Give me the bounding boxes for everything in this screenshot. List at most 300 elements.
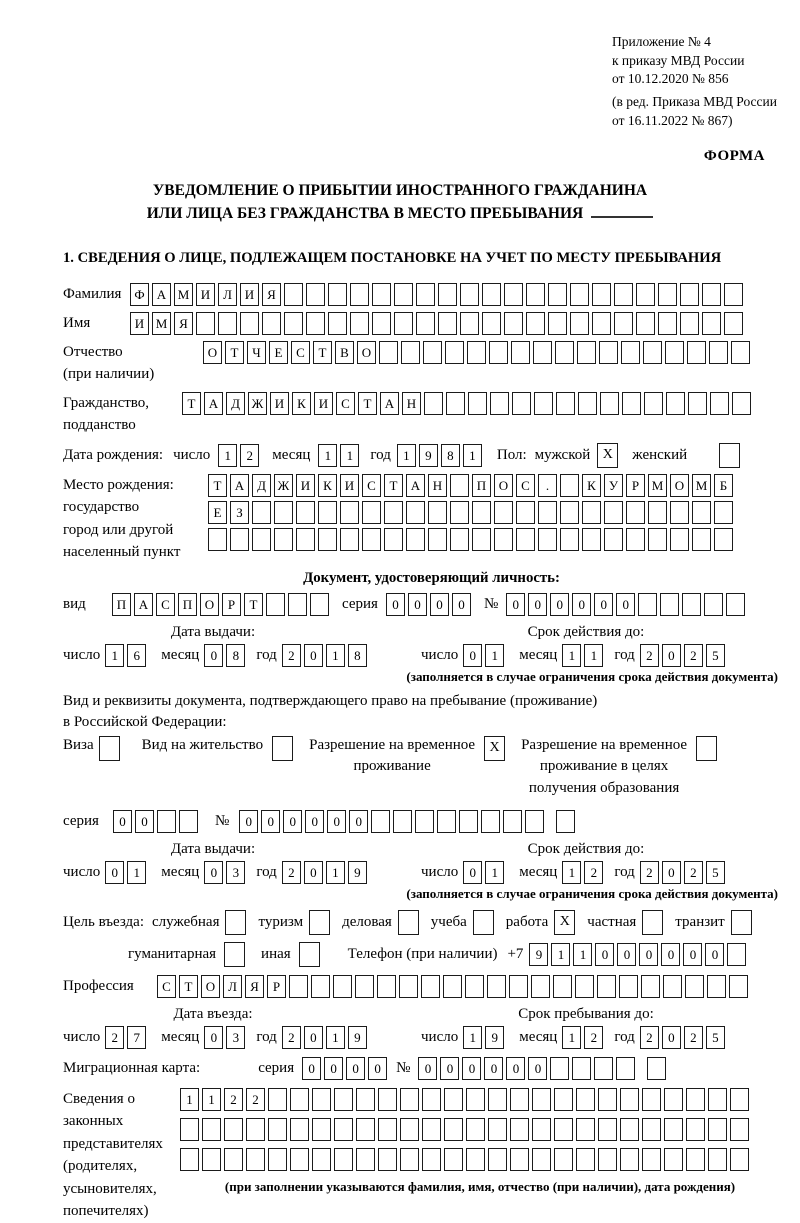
char-cell[interactable]: 0: [617, 943, 636, 966]
char-cell[interactable]: [350, 283, 369, 306]
char-cell[interactable]: П: [112, 593, 131, 616]
char-cell[interactable]: [708, 1088, 727, 1111]
char-cell[interactable]: 1: [397, 444, 416, 467]
char-cell[interactable]: [437, 810, 456, 833]
char-cell[interactable]: [702, 283, 721, 306]
char-cell[interactable]: [621, 341, 640, 364]
char-cell[interactable]: 0: [661, 943, 680, 966]
char-cell[interactable]: [487, 975, 506, 998]
char-cell[interactable]: И: [240, 283, 259, 306]
char-cell[interactable]: [598, 1088, 617, 1111]
char-cell[interactable]: [423, 341, 442, 364]
char-cell[interactable]: 1: [318, 444, 337, 467]
char-cell[interactable]: 1: [463, 444, 482, 467]
char-cell[interactable]: [494, 528, 513, 551]
char-cell[interactable]: [560, 528, 579, 551]
char-cell[interactable]: [648, 528, 667, 551]
char-cell[interactable]: [692, 528, 711, 551]
char-cell[interactable]: [599, 341, 618, 364]
char-cell[interactable]: Б: [714, 474, 733, 497]
char-cell[interactable]: 0: [408, 593, 427, 616]
char-cell[interactable]: 3: [226, 1026, 245, 1049]
char-cell[interactable]: 0: [346, 1057, 365, 1080]
char-cell[interactable]: Ф: [130, 283, 149, 306]
purpose-other-checkbox[interactable]: [299, 942, 320, 967]
char-cell[interactable]: 8: [348, 644, 367, 667]
purpose-business-checkbox[interactable]: [398, 910, 419, 935]
char-cell[interactable]: [714, 528, 733, 551]
char-cell[interactable]: 8: [226, 644, 245, 667]
char-cell[interactable]: 7: [127, 1026, 146, 1049]
char-cell[interactable]: [371, 810, 390, 833]
char-cell[interactable]: [393, 810, 412, 833]
visa-checkbox[interactable]: [99, 736, 120, 761]
char-cell[interactable]: [401, 341, 420, 364]
char-cell[interactable]: [709, 341, 728, 364]
char-cell[interactable]: 0: [662, 1026, 681, 1049]
char-cell[interactable]: И: [296, 474, 315, 497]
char-cell[interactable]: 1: [202, 1088, 221, 1111]
char-cell[interactable]: [318, 501, 337, 524]
char-cell[interactable]: А: [230, 474, 249, 497]
char-cell[interactable]: [356, 1088, 375, 1111]
char-cell[interactable]: П: [472, 474, 491, 497]
char-cell[interactable]: 0: [204, 644, 223, 667]
char-cell[interactable]: [730, 1118, 749, 1141]
char-cell[interactable]: [334, 1148, 353, 1171]
char-cell[interactable]: С: [157, 975, 176, 998]
char-cell[interactable]: [379, 341, 398, 364]
char-cell[interactable]: 1: [105, 644, 124, 667]
char-cell[interactable]: [533, 341, 552, 364]
char-cell[interactable]: [268, 1148, 287, 1171]
char-cell[interactable]: [488, 1118, 507, 1141]
char-cell[interactable]: [702, 312, 721, 335]
char-cell[interactable]: [157, 810, 176, 833]
char-cell[interactable]: 0: [239, 810, 258, 833]
char-cell[interactable]: [468, 392, 487, 415]
char-cell[interactable]: [444, 1088, 463, 1111]
char-cell[interactable]: [284, 283, 303, 306]
char-cell[interactable]: [268, 1088, 287, 1111]
char-cell[interactable]: 0: [595, 943, 614, 966]
char-cell[interactable]: 0: [683, 943, 702, 966]
char-cell[interactable]: [340, 528, 359, 551]
char-cell[interactable]: 1: [340, 444, 359, 467]
char-cell[interactable]: Р: [222, 593, 241, 616]
char-cell[interactable]: И: [130, 312, 149, 335]
char-cell[interactable]: О: [494, 474, 513, 497]
char-cell[interactable]: [592, 312, 611, 335]
char-cell[interactable]: [406, 501, 425, 524]
char-cell[interactable]: Ч: [247, 341, 266, 364]
char-cell[interactable]: [340, 501, 359, 524]
char-cell[interactable]: [665, 341, 684, 364]
char-cell[interactable]: 2: [282, 1026, 301, 1049]
char-cell[interactable]: 2: [246, 1088, 265, 1111]
char-cell[interactable]: [614, 283, 633, 306]
char-cell[interactable]: [658, 283, 677, 306]
char-cell[interactable]: [290, 1118, 309, 1141]
char-cell[interactable]: 0: [462, 1057, 481, 1080]
char-cell[interactable]: 0: [304, 644, 323, 667]
char-cell[interactable]: [724, 283, 743, 306]
char-cell[interactable]: [692, 501, 711, 524]
char-cell[interactable]: Е: [269, 341, 288, 364]
char-cell[interactable]: [196, 312, 215, 335]
char-cell[interactable]: М: [692, 474, 711, 497]
char-cell[interactable]: 0: [283, 810, 302, 833]
char-cell[interactable]: [510, 1148, 529, 1171]
char-cell[interactable]: [560, 501, 579, 524]
char-cell[interactable]: [560, 474, 579, 497]
char-cell[interactable]: [687, 341, 706, 364]
char-cell[interactable]: [534, 392, 553, 415]
char-cell[interactable]: Я: [174, 312, 193, 335]
char-cell[interactable]: 0: [440, 1057, 459, 1080]
char-cell[interactable]: [614, 312, 633, 335]
char-cell[interactable]: [306, 283, 325, 306]
char-cell[interactable]: [378, 1088, 397, 1111]
char-cell[interactable]: [218, 312, 237, 335]
char-cell[interactable]: [512, 392, 531, 415]
char-cell[interactable]: А: [134, 593, 153, 616]
char-cell[interactable]: [688, 392, 707, 415]
char-cell[interactable]: С: [516, 474, 535, 497]
char-cell[interactable]: [570, 312, 589, 335]
char-cell[interactable]: [208, 528, 227, 551]
purpose-transit-checkbox[interactable]: [731, 910, 752, 935]
char-cell[interactable]: [582, 501, 601, 524]
char-cell[interactable]: [556, 810, 575, 833]
char-cell[interactable]: [246, 1118, 265, 1141]
char-cell[interactable]: 0: [305, 810, 324, 833]
char-cell[interactable]: [622, 392, 641, 415]
char-cell[interactable]: [726, 593, 745, 616]
char-cell[interactable]: [538, 501, 557, 524]
char-cell[interactable]: [685, 975, 704, 998]
char-cell[interactable]: 2: [282, 861, 301, 884]
char-cell[interactable]: [472, 528, 491, 551]
char-cell[interactable]: 1: [573, 943, 592, 966]
char-cell[interactable]: 3: [226, 861, 245, 884]
char-cell[interactable]: 5: [706, 861, 725, 884]
char-cell[interactable]: [576, 1118, 595, 1141]
char-cell[interactable]: 0: [705, 943, 724, 966]
char-cell[interactable]: 6: [127, 644, 146, 667]
char-cell[interactable]: А: [204, 392, 223, 415]
char-cell[interactable]: [504, 312, 523, 335]
purpose-study-checkbox[interactable]: [473, 910, 494, 935]
char-cell[interactable]: 2: [240, 444, 259, 467]
char-cell[interactable]: [394, 283, 413, 306]
char-cell[interactable]: [290, 1088, 309, 1111]
char-cell[interactable]: 0: [550, 593, 569, 616]
char-cell[interactable]: [670, 501, 689, 524]
char-cell[interactable]: [230, 528, 249, 551]
char-cell[interactable]: [240, 312, 259, 335]
char-cell[interactable]: [444, 1148, 463, 1171]
char-cell[interactable]: О: [201, 975, 220, 998]
char-cell[interactable]: [310, 593, 329, 616]
char-cell[interactable]: 1: [326, 644, 345, 667]
char-cell[interactable]: [526, 283, 545, 306]
char-cell[interactable]: [422, 1118, 441, 1141]
char-cell[interactable]: [372, 312, 391, 335]
char-cell[interactable]: [597, 975, 616, 998]
char-cell[interactable]: 8: [441, 444, 460, 467]
char-cell[interactable]: [648, 501, 667, 524]
char-cell[interactable]: [490, 392, 509, 415]
male-checkbox[interactable]: X: [597, 443, 618, 468]
char-cell[interactable]: [686, 1148, 705, 1171]
char-cell[interactable]: [362, 501, 381, 524]
purpose-tourism-checkbox[interactable]: [309, 910, 330, 935]
char-cell[interactable]: [620, 1118, 639, 1141]
char-cell[interactable]: Н: [402, 392, 421, 415]
char-cell[interactable]: [399, 975, 418, 998]
char-cell[interactable]: 0: [113, 810, 132, 833]
char-cell[interactable]: 0: [430, 593, 449, 616]
char-cell[interactable]: 1: [562, 861, 581, 884]
char-cell[interactable]: А: [380, 392, 399, 415]
char-cell[interactable]: [472, 501, 491, 524]
char-cell[interactable]: 1: [485, 644, 504, 667]
char-cell[interactable]: [266, 593, 285, 616]
char-cell[interactable]: [488, 1088, 507, 1111]
char-cell[interactable]: [660, 593, 679, 616]
char-cell[interactable]: [467, 341, 486, 364]
char-cell[interactable]: 2: [584, 1026, 603, 1049]
char-cell[interactable]: [378, 1118, 397, 1141]
char-cell[interactable]: [664, 1118, 683, 1141]
char-cell[interactable]: 5: [706, 1026, 725, 1049]
char-cell[interactable]: [554, 1088, 573, 1111]
char-cell[interactable]: [636, 283, 655, 306]
char-cell[interactable]: [311, 975, 330, 998]
char-cell[interactable]: [384, 528, 403, 551]
char-cell[interactable]: 1: [326, 1026, 345, 1049]
char-cell[interactable]: [730, 1148, 749, 1171]
char-cell[interactable]: 1: [463, 1026, 482, 1049]
char-cell[interactable]: [644, 392, 663, 415]
char-cell[interactable]: 9: [485, 1026, 504, 1049]
char-cell[interactable]: [450, 474, 469, 497]
char-cell[interactable]: Я: [245, 975, 264, 998]
char-cell[interactable]: 0: [204, 1026, 223, 1049]
char-cell[interactable]: Т: [313, 341, 332, 364]
char-cell[interactable]: [422, 1148, 441, 1171]
char-cell[interactable]: 0: [261, 810, 280, 833]
char-cell[interactable]: [643, 341, 662, 364]
char-cell[interactable]: [288, 593, 307, 616]
char-cell[interactable]: 0: [662, 644, 681, 667]
char-cell[interactable]: [489, 341, 508, 364]
char-cell[interactable]: [525, 810, 544, 833]
char-cell[interactable]: 0: [506, 593, 525, 616]
char-cell[interactable]: Т: [358, 392, 377, 415]
char-cell[interactable]: [526, 312, 545, 335]
char-cell[interactable]: Д: [252, 474, 271, 497]
char-cell[interactable]: Л: [223, 975, 242, 998]
char-cell[interactable]: [548, 283, 567, 306]
char-cell[interactable]: 2: [105, 1026, 124, 1049]
char-cell[interactable]: [572, 1057, 591, 1080]
char-cell[interactable]: [400, 1088, 419, 1111]
char-cell[interactable]: 1: [584, 644, 603, 667]
char-cell[interactable]: 0: [304, 1026, 323, 1049]
char-cell[interactable]: [503, 810, 522, 833]
char-cell[interactable]: [284, 312, 303, 335]
char-cell[interactable]: С: [362, 474, 381, 497]
char-cell[interactable]: [638, 593, 657, 616]
purpose-humanitarian-checkbox[interactable]: [224, 942, 245, 967]
char-cell[interactable]: [647, 1057, 666, 1080]
char-cell[interactable]: И: [196, 283, 215, 306]
char-cell[interactable]: 0: [639, 943, 658, 966]
char-cell[interactable]: О: [200, 593, 219, 616]
char-cell[interactable]: 0: [506, 1057, 525, 1080]
char-cell[interactable]: [576, 1088, 595, 1111]
char-cell[interactable]: [554, 1118, 573, 1141]
char-cell[interactable]: [333, 975, 352, 998]
char-cell[interactable]: [252, 528, 271, 551]
char-cell[interactable]: [356, 1118, 375, 1141]
char-cell[interactable]: [548, 312, 567, 335]
char-cell[interactable]: [727, 943, 746, 966]
char-cell[interactable]: 0: [484, 1057, 503, 1080]
char-cell[interactable]: Т: [182, 392, 201, 415]
char-cell[interactable]: О: [670, 474, 689, 497]
char-cell[interactable]: [350, 312, 369, 335]
char-cell[interactable]: [577, 341, 596, 364]
char-cell[interactable]: [450, 501, 469, 524]
char-cell[interactable]: [642, 1148, 661, 1171]
char-cell[interactable]: [598, 1148, 617, 1171]
char-cell[interactable]: И: [270, 392, 289, 415]
char-cell[interactable]: [642, 1088, 661, 1111]
char-cell[interactable]: З: [230, 501, 249, 524]
char-cell[interactable]: [406, 528, 425, 551]
char-cell[interactable]: [730, 1088, 749, 1111]
char-cell[interactable]: Т: [225, 341, 244, 364]
char-cell[interactable]: [594, 1057, 613, 1080]
char-cell[interactable]: В: [335, 341, 354, 364]
char-cell[interactable]: 2: [584, 861, 603, 884]
char-cell[interactable]: [180, 1148, 199, 1171]
char-cell[interactable]: И: [314, 392, 333, 415]
char-cell[interactable]: 0: [528, 1057, 547, 1080]
char-cell[interactable]: Л: [218, 283, 237, 306]
char-cell[interactable]: [450, 528, 469, 551]
char-cell[interactable]: 0: [418, 1057, 437, 1080]
char-cell[interactable]: 2: [282, 644, 301, 667]
char-cell[interactable]: [729, 975, 748, 998]
char-cell[interactable]: [328, 312, 347, 335]
char-cell[interactable]: [626, 528, 645, 551]
char-cell[interactable]: [666, 392, 685, 415]
char-cell[interactable]: [424, 392, 443, 415]
char-cell[interactable]: Е: [208, 501, 227, 524]
char-cell[interactable]: [179, 810, 198, 833]
char-cell[interactable]: [620, 1088, 639, 1111]
char-cell[interactable]: У: [604, 474, 623, 497]
temp-residence-education-checkbox[interactable]: [696, 736, 717, 761]
char-cell[interactable]: [658, 312, 677, 335]
char-cell[interactable]: [422, 1088, 441, 1111]
char-cell[interactable]: Т: [384, 474, 403, 497]
char-cell[interactable]: [504, 283, 523, 306]
char-cell[interactable]: [708, 1118, 727, 1141]
char-cell[interactable]: 0: [302, 1057, 321, 1080]
purpose-private-checkbox[interactable]: [642, 910, 663, 935]
char-cell[interactable]: [377, 975, 396, 998]
char-cell[interactable]: [686, 1118, 705, 1141]
char-cell[interactable]: 0: [349, 810, 368, 833]
char-cell[interactable]: [554, 1148, 573, 1171]
char-cell[interactable]: [459, 810, 478, 833]
char-cell[interactable]: [578, 392, 597, 415]
char-cell[interactable]: [619, 975, 638, 998]
char-cell[interactable]: Р: [267, 975, 286, 998]
char-cell[interactable]: 0: [324, 1057, 343, 1080]
char-cell[interactable]: [460, 283, 479, 306]
purpose-work-checkbox[interactable]: X: [554, 910, 575, 935]
char-cell[interactable]: [465, 975, 484, 998]
char-cell[interactable]: Я: [262, 283, 281, 306]
char-cell[interactable]: [482, 283, 501, 306]
char-cell[interactable]: [296, 501, 315, 524]
char-cell[interactable]: 0: [386, 593, 405, 616]
char-cell[interactable]: 1: [562, 1026, 581, 1049]
char-cell[interactable]: [556, 392, 575, 415]
char-cell[interactable]: [224, 1148, 243, 1171]
char-cell[interactable]: [732, 392, 751, 415]
char-cell[interactable]: М: [648, 474, 667, 497]
char-cell[interactable]: 0: [105, 861, 124, 884]
char-cell[interactable]: М: [174, 283, 193, 306]
char-cell[interactable]: К: [582, 474, 601, 497]
char-cell[interactable]: [576, 1148, 595, 1171]
char-cell[interactable]: 0: [594, 593, 613, 616]
char-cell[interactable]: С: [156, 593, 175, 616]
char-cell[interactable]: [416, 312, 435, 335]
char-cell[interactable]: .: [538, 474, 557, 497]
char-cell[interactable]: [224, 1118, 243, 1141]
char-cell[interactable]: [296, 528, 315, 551]
char-cell[interactable]: [312, 1148, 331, 1171]
char-cell[interactable]: [670, 528, 689, 551]
char-cell[interactable]: [704, 593, 723, 616]
char-cell[interactable]: [378, 1148, 397, 1171]
char-cell[interactable]: [663, 975, 682, 998]
char-cell[interactable]: [466, 1118, 485, 1141]
char-cell[interactable]: [481, 810, 500, 833]
char-cell[interactable]: [531, 975, 550, 998]
char-cell[interactable]: [555, 341, 574, 364]
char-cell[interactable]: [202, 1118, 221, 1141]
char-cell[interactable]: [356, 1148, 375, 1171]
char-cell[interactable]: [707, 975, 726, 998]
char-cell[interactable]: 0: [452, 593, 471, 616]
char-cell[interactable]: А: [152, 283, 171, 306]
char-cell[interactable]: [636, 312, 655, 335]
char-cell[interactable]: [290, 1148, 309, 1171]
char-cell[interactable]: [626, 501, 645, 524]
char-cell[interactable]: [318, 528, 337, 551]
char-cell[interactable]: К: [318, 474, 337, 497]
char-cell[interactable]: [710, 392, 729, 415]
